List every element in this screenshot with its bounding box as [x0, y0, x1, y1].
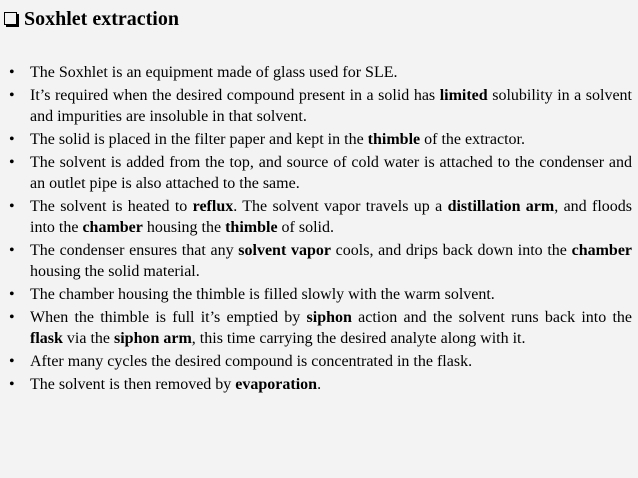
bold-term: reflux: [192, 198, 234, 215]
bold-term: flask: [30, 330, 63, 347]
bold-term: limited: [439, 87, 488, 104]
bullet-text: The solvent is added from the top, and source of cold water is attached to the condenser and an outlet pipe is also attached to the same.: [30, 154, 632, 192]
bullet-dot-icon: •: [9, 309, 15, 326]
bullet-item: [0, 307, 636, 349]
bullet-dot-icon: •: [9, 87, 15, 104]
bullet-item: [0, 152, 636, 194]
bullet-text: The chamber housing the thimble is filled slowly with the warm solvent.: [30, 286, 495, 303]
bullet-item: [0, 240, 636, 282]
bullet-text: , and floods into the: [30, 198, 633, 236]
bullet-text: housing the: [142, 219, 226, 236]
bold-term: siphon: [306, 309, 352, 326]
bullet-item: [0, 374, 636, 395]
bullet-text: The Soxhlet is an equipment made of glass used for SLE.: [30, 64, 398, 81]
bullet-text: The solvent is then removed by: [30, 376, 236, 393]
bullet-item: [0, 129, 636, 150]
bullet-text: , this time carrying the desired analyte along with it.: [191, 330, 526, 347]
bullet-text: After many cycles the desired compound is concentrated in the flask.: [30, 353, 473, 370]
bold-term: distillation arm: [447, 198, 555, 215]
bullet-text: .: [317, 376, 322, 393]
bold-term: solvent vapor: [238, 242, 331, 259]
bullet-text: via the: [62, 330, 114, 347]
bullet-text: . The solvent vapor travels up a: [233, 198, 448, 215]
bullet-text: The solid is placed in the filter paper and kept in the: [30, 131, 368, 148]
bullet-item: [0, 85, 636, 127]
bullet-dot-icon: •: [9, 131, 15, 148]
bullet-item: [0, 351, 636, 372]
bullet-dot-icon: •: [9, 242, 15, 259]
slide-title: Soxhlet extraction: [24, 8, 179, 30]
bullet-dot-icon: •: [9, 353, 15, 370]
bullet-dot-icon: •: [9, 376, 15, 393]
bullet-item: [0, 62, 636, 83]
bullet-dot-icon: •: [9, 286, 15, 303]
bullet-item: [0, 284, 636, 305]
bold-term: thimble: [367, 131, 421, 148]
bullet-dot-icon: •: [9, 64, 15, 81]
bullet-text: of the extractor.: [420, 131, 525, 148]
bold-term: siphon arm: [114, 330, 192, 347]
bullet-item: [0, 196, 636, 238]
bullet-text: of solid.: [277, 219, 334, 236]
checkbox-bullet-icon: [4, 12, 17, 25]
slide-title-row: [4, 6, 179, 32]
bullet-text: It’s required when the desired compound present in a solid has: [30, 87, 440, 104]
bullet-dot-icon: •: [9, 198, 15, 215]
bold-term: chamber: [82, 219, 143, 236]
bullet-list: [0, 62, 636, 397]
bullet-text: When the thimble is full it’s emptied by: [30, 309, 307, 326]
bold-term: evaporation: [235, 376, 318, 393]
bullet-dot-icon: •: [9, 154, 15, 171]
bullet-text: action and the solvent runs back into the: [351, 309, 632, 326]
bullet-text: solubility in a solvent and impurities are insoluble in that solvent.: [30, 87, 633, 125]
bullet-text: cools, and drips back down into the: [330, 242, 572, 259]
bold-term: thimble: [225, 219, 278, 236]
bold-term: chamber: [571, 242, 633, 259]
bullet-text: housing the solid material.: [30, 263, 200, 280]
bullet-text: The solvent is heated to: [30, 198, 193, 215]
bullet-text: The condenser ensures that any: [30, 242, 239, 259]
